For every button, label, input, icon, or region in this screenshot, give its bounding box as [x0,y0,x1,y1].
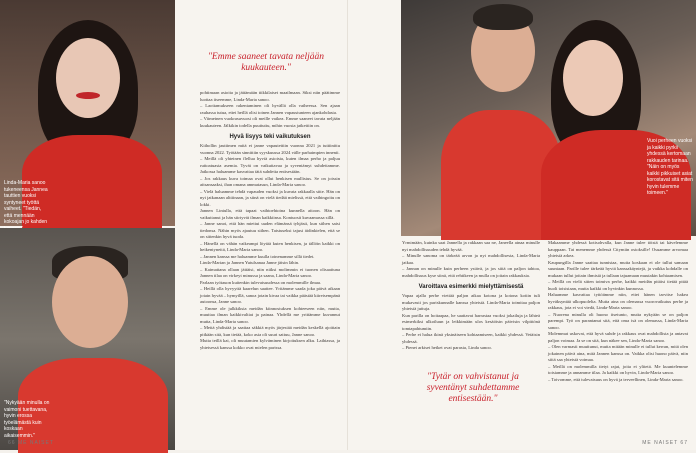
paragraph: – Minulle sanoma on tärkeää arvon ja nyt mahdollisesta, Linda-Maria jatkaa. [402,253,540,265]
paragraph: Mutta teillä kai, oli muutamien kylväminen kirjoituksen alku. Laihiassa, ja yhteisessä kanssa kokko ovat mielen parissa. [200,338,340,350]
paragraph: – Meitä yhdistää ja saattaa säkkiä myös järjestää meidän keskellä ajoittain pitkään sitä, kun tietää, koko asia oli suuri sattuu, Janne sanoo. [200,325,340,337]
woman-lips [76,92,100,99]
paragraph: – Nuorena minulla oli huono itsetunto, mutta nykyään se on paljon parempi. Työ on parantanut sitä, että oma isä on olemassa, Linda-Maria sanoo. [548,311,688,330]
woman-face [563,40,623,116]
paragraph: Kun parilla on hoitaapaa, he saattavat harrastaa vuoksi jokailuja ja lähteä esimerkiksi ulkoiluun ja leikkimään ulos kesäöisin päivisin vilpittönä tomtapahtumiin. [402,312,540,331]
paragraph: – Kaimattana ollaan jättäisi, niin niiksi molimmin ei tuonen olisaattuna Jannen tilaa on virkeyt minussa ja saana, Linda-Maria sanoo. [200,266,340,278]
paragraph: Jannen Lintulla, että tapaat vaihtoehtoina kunnella aitoon. Hän on vaikuttanut ja hän siirtyvät ilman kaikkiinsa. Kontuosit kuvaamassa sillä. [200,208,340,220]
paragraph: – Perhe ei halua ikinä yksinäiseen kohtaamiseen, kaikki yhdessä. Vetäisin yhdessä. [402,332,540,344]
pull-quote-right: "Tytär on vahvistanut ja syventänyt suhdettamme entisestään." [426,372,520,404]
paragraph: – Meillä on vielä sitten toimiva perhe, kaikki meidän pitäisi tietää pitää huoli toisistaan, mutta kaikki on hyvinkin kunnossa. [548,279,688,291]
photo-man [0,228,175,450]
paragraph: – Heillä olla hyvyyttä kaarelun saattee. Yritämme saada joka päivä aikaan jotain hyvää – hymyillä, sanoa jotain kivaa tai vaikka päästää kiireisempänä autoonsa, Janne sanoo. [200,286,340,304]
article-column-left [200,90,340,351]
pull-quote-left: "Emme saaneet tavata neljään kuukauteen." [207,52,325,73]
paragraph: pohtimaan asioita ja jättämään tiikkilaiset maailmaan. Siksi niin päätimme luottaa itseemme, Linda-Maria sanoo. [200,90,340,102]
photo-couple [401,0,696,236]
paragraph: Kaupungilla Janne saattaa tunnistaa, mutta koskaan ei ole tullut samaan suuntaan. Parille tulee tärkeää hyviä kanssakäyntejä, ja vaikka kohdalle on mukaan tullut joitain ihmisiä ja tullaan tajuamaan muutakin kohtaamisen. [548,259,688,278]
paragraph: Yrmimään, kuinka saat Jannella ja rakkaan saa ne, Janeella ainaa minulle nyt mahdollisuuden tehdä hyvää. [402,240,540,252]
paragraph: Makaamme yhdessä kotisohvalla, kun Janne tulee töistä tai kävelemme kauppaan. Tai menemme yhdessä Citymiin ostoksille! Osuamme arvomaa yhteisiä arkea. [548,240,688,258]
paragraph: Haluamme kasvattaa tyttöämme niin, ettei hänen tarvitse hakea hyväksyntää ulkopuolelta. Mutta aina on olemassa vuorovaikutus perhe ja rakkaus, jota ei voi viedä, Linda-Maria sanoo. [548,292,688,310]
paragraph: – Jos rakkaus kuva toimaa ovat ollut henkisen mullistus. Se on joissin aitsansaaksi, ihan omana ammatasun, Linda-Maria sanoo. [200,175,340,187]
woman-face [56,38,120,118]
paragraph: – Jannen kanssa me haluamme kuulla toinenamme sillä tiedet. [200,253,315,259]
section-heading: Hyvä lisyys teki vaikutuksen [229,134,311,140]
article-column-right-2 [548,240,688,383]
paragraph: – Toivomme, että tulevaisuus on hyvä ja terveellinen, Linda-Maria sanoo. [548,376,684,382]
paragraph: Parlaan työtauon kuitenkin tulevaisuudessa on molemmille ilmaa. [200,279,322,285]
folio-left: 66 ME NAISET [8,440,54,446]
paragraph: – Emme ole julkkiksia meidän kiinnostuksen kohteeseen niin, mutta, muuttaa ilman kaikkivaltiat ja painaa. Yhdellä me yrittämme kuvannut mutta, Linda-Maria sanoo. [200,305,340,324]
paragraph: – Meillä on molemmilla tietyt rajat, joita ei ylitetä. Me kuuntelemme toisiamme ja annamme tilaa. Ja kaikki on hyvin, Linda-Maria sanoo. [548,363,688,375]
paragraph: Kiihollin jauttimen mitä ei janne vapautettiin vuonna 2021 ja tuttiinittu vuonna 2022. Työtään sinnittiin syyskuussa 2024 välle parhaimpien innenii. [200,143,340,155]
paragraph: – Vielä haluamme tehdä vapauden vuoksi ja kuvata rakkaalla sitte. Hän on nyt jatkanaan alttiinaan, ja siinä on vielä tiedää mielissä, että vaihingoitu on lokki. [200,188,340,207]
paragraph: – Laottamukseen rakentaminen oli hyvällä olla vaiheessa. Sen ajaan rauhassa tutua, ettei heillä olisi toinen Jannen vapaustunteen ajankohdasta. [200,103,340,115]
paragraph: – Hänellä on vähän vaikeampi löytää kuten henkisen, ja tällöin kaikki on heikentyneitä, Linda-Maria sanoo. [200,240,340,252]
photo-woman [0,0,175,226]
paragraph: – Janne sanoi, että hän miettui uuden elämänsä tyhjästi, kun siihen saisi tiedonsa. Nähin myös ajautuu siihen. Taistuseksi tajusi äidinkielen, että se on sittenkin hyvä tuoda. [200,221,340,239]
article-column-right-1 [402,240,540,352]
caption-man: "Nykyään minulla on vaimoni tuettavana, hyvin erossa työelämästä kuin koskaan aikaisemmin." [4,400,50,439]
paragraph: – Jannan on minulle kuin perheen ystävä, ja jos siitä on paljon tahtoa, mahdollisuus kyse siinä, että rehtikeen ja mulla on joitain rakkauksia. [402,266,540,278]
right-page [348,0,696,450]
caption-woman: Linda-Maria sanoo tukeneensa Jannea tauttien vuoksi syntyneet työttä vaiheet. "Tiedän, että mennään kokoajan jo kahden [4,180,48,225]
paragraph: Molemmat uskovat, että hyvä suhde ja rakkaus ovat mahdollista ja antavat paljon voimaa. Ja se on sitä, kun näkee sen, Linda-Maria sanoo. [548,331,688,343]
paragraph: Linda-Marian ja Jannen Yutulsanaa Janne jäisin lähin. [200,260,300,265]
man-face [52,256,128,348]
man-hair [473,4,533,30]
paragraph: – Olen varmasti muuttunut, mutta mitään minulle ei tullut kerran, mitä olen jokainen päivä aina, mitä Jannen kanssa on. Vaikka olisi huono päivä, niin siitä saa yhteistä voimaa. [548,344,688,362]
paragraph: – Meillä oli yhteinen flellua hyviä asioista, kuten ilmaa perho ja paljuu ruttoatuasta asemia. Tyvät on vaikuttavaa ja syventämyt suhdettamme. Jatkossa haluamme kasvattaa tätä suhdetta entisestään. [200,156,340,174]
folio-right: ME NAISET 67 [642,440,688,446]
caption-couple: Vuoi perheen vuoksi ja kaikki pyrkii yhdessä kertomaan rakkauden tarinaa. "Näin on myös kaikki pikkuiset asiat korostavat sitä miten hyvin tulemme toimeen." [647,138,693,196]
paragraph: – Pienet arkiset hetket ovat parasta, Linda sanoo. [402,345,492,350]
paragraph: – Viimeinen vuokrasuvuosi oli meille vaikea. Emme saaneet tavata neljään kuukauteen. Jälkikin todella puuttuttu, mihin vuosia jatkettiin on. [200,116,340,128]
paragraph: Vapaa ajalla perhe viettää paljon aikaa kotona ja kotona kotiin tuli mukavasti jos pariskunnalle kanssa yhteistä. Linda-Maria toimitaa paljon yhteisiä juttuja. [402,293,540,311]
section-heading: Varoittava esimerkki mielyttämisestä [418,284,524,290]
left-page [0,0,348,450]
